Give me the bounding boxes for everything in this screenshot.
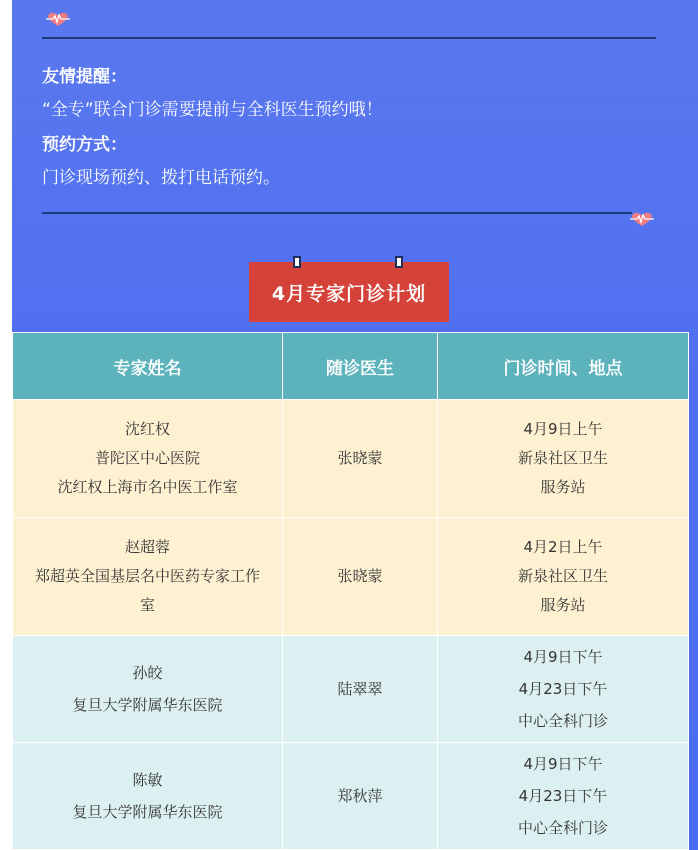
- expert-affiliation: 复旦大学附属华东医院: [72, 696, 223, 714]
- doctor-cell: 陆翠翠: [283, 636, 438, 743]
- reminder-label: 友情提醒：: [42, 67, 127, 87]
- bottom-divider: [42, 212, 632, 214]
- top-divider: [42, 37, 656, 39]
- doctor-cell: 张晓蒙: [283, 400, 438, 518]
- expert-cell: [13, 743, 283, 850]
- schedule-table: [12, 332, 689, 850]
- schedule-line: 4月9日上午: [523, 420, 603, 438]
- method-label: 预约方式：: [42, 135, 127, 155]
- expert-affiliation: 普陀区中心医院: [94, 449, 200, 467]
- expert-name: 陈敏: [132, 771, 163, 789]
- schedule-line: 中心全科门诊: [517, 819, 608, 837]
- table-row: [13, 400, 689, 518]
- expert-affiliation: 郑超英全国基层名中医药专家工作: [34, 567, 260, 585]
- doctor-cell: 郑秋萍: [283, 743, 438, 850]
- expert-affiliation: 复旦大学附属华东医院: [72, 803, 223, 821]
- schedule-line: 4月9日下午: [523, 648, 603, 666]
- method-text: 门诊现场预约、拨打电话预约。: [42, 168, 280, 188]
- schedule-line: 新泉社区卫生: [517, 449, 608, 467]
- header-expert: 专家姓名: [13, 333, 283, 400]
- schedule-cell: [438, 400, 689, 518]
- expert-name: 沈红权: [124, 420, 170, 438]
- schedule-cell: [438, 636, 689, 743]
- heart-pulse-icon: [44, 11, 72, 27]
- expert-cell: [13, 636, 283, 743]
- table-header-row: [13, 333, 689, 400]
- clip-icon: [293, 256, 301, 268]
- schedule-line: 4月23日下午: [518, 787, 608, 805]
- schedule-line: 新泉社区卫生: [517, 567, 608, 585]
- heart-pulse-icon: [628, 211, 656, 227]
- schedule-line: 服务站: [540, 596, 586, 614]
- plan-title-banner: [249, 262, 449, 322]
- header-doctor: 随诊医生: [283, 333, 438, 400]
- schedule-line: 4月2日上午: [523, 538, 603, 556]
- reminder-text: “全专”联合门诊需要提前与全科医生预约哦！: [42, 100, 383, 120]
- schedule-line: 4月23日下午: [518, 680, 608, 698]
- expert-affiliation: 沈红权上海市名中医工作室: [57, 478, 238, 496]
- clip-icon: [395, 256, 403, 268]
- schedule-line: 服务站: [540, 478, 586, 496]
- schedule-line: 4月9日下午: [523, 755, 603, 773]
- expert-name: 赵超蓉: [124, 538, 170, 556]
- doctor-cell: 张晓蒙: [283, 518, 438, 636]
- schedule-cell: [438, 518, 689, 636]
- table-row: [13, 636, 689, 743]
- expert-name: 孙皎: [132, 664, 163, 682]
- schedule-line: 中心全科门诊: [517, 712, 608, 730]
- table-row: [13, 743, 689, 850]
- header-schedule: 门诊时间、地点: [438, 333, 689, 400]
- schedule-cell: [438, 743, 689, 850]
- plan-title: 4月专家门诊计划: [271, 282, 427, 305]
- expert-cell: [13, 518, 283, 636]
- expert-affiliation: 室: [139, 596, 155, 614]
- expert-cell: [13, 400, 283, 518]
- table-row: [13, 518, 689, 636]
